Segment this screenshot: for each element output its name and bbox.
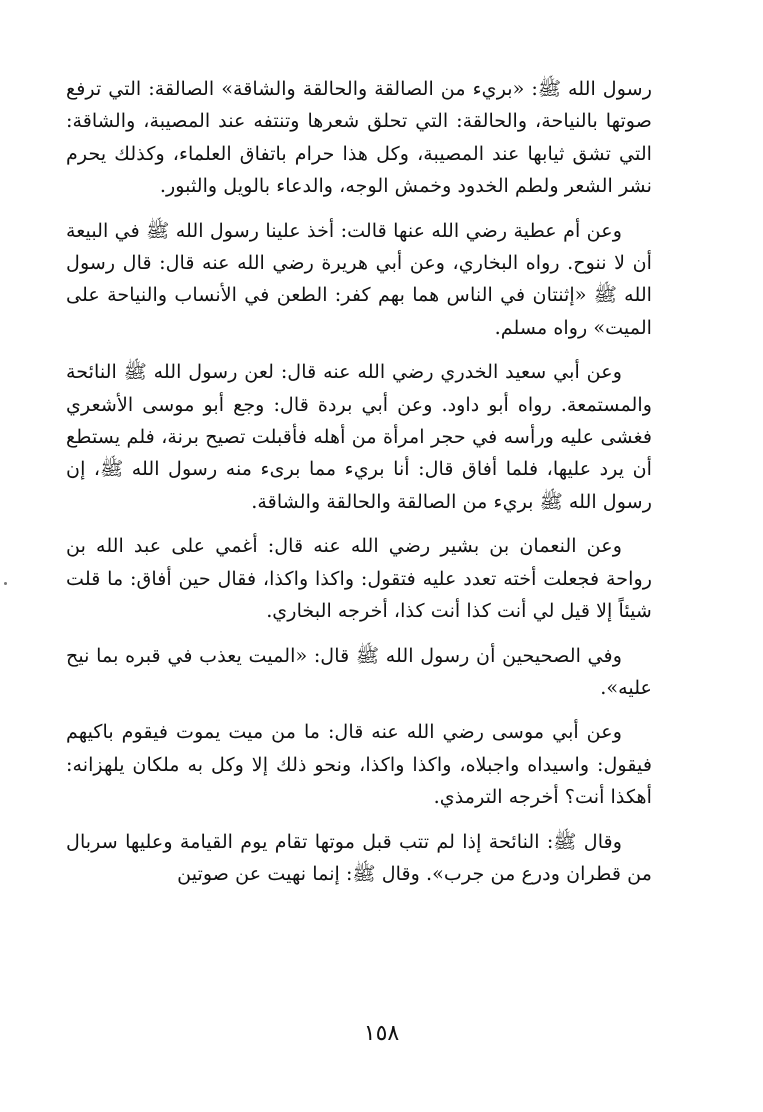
paragraph-5: وفي الصحيحين أن رسول الله ﷺ قال: «الميت يعذب في قبره بما نيح عليه». [66, 643, 652, 699]
page-number: ١٥٨ [363, 1021, 400, 1046]
paragraph-7: وقال ﷺ: النائحة إذا لم تتب قبل موتها تقام يوم القيامة وعليها سربال من قطران ودرع من جرب». وقال ﷺ: إنما نهيت عن صوتين [66, 829, 652, 885]
paragraph-4: وعن النعمان بن بشير رضي الله عنه قال: أغمي على عبد الله بن رواحة فجعلت أخته تعدد عليه فتقول: واكذا واكذا، فقال حين أفاق: ما قلت شيئاً إلا قيل لي أنت كذا أنت كذا، أخرجه البخاري. [66, 534, 652, 623]
body-text [66, 73, 652, 902]
paragraph-2: وعن أم عطية رضي الله عنها قالت: أخذ علينا رسول الله ﷺ في البيعة أن لا ننوح. رواه البخاري، وعن أبي هريرة رضي الله عنه قال: قال رسول الله ﷺ «إثنتان في الناس هما بهم كفر: الطعن في الأنساب والنياحة على الميت» رواه مسلم. [66, 218, 652, 339]
paragraph-3: وعن أبي سعيد الخدري رضي الله عنه قال: لعن رسول الله ﷺ النائحة والمستمعة. رواه أبو داود. وعن أبي بردة قال: وجع أبو موسى الأشعري فغشى عليه ورأسه في حجر امرأة من أهله فأقبلت تصيح برنة، فلم يستطع أن يرد عليها، فلما أفاق قال: أنا بريء مما برىء منه رسول الله ﷺ، إن رسول الله ﷺ بريء من الصالقة والحالقة والشاقة. [66, 360, 652, 513]
paragraph-6: وعن أبي موسى رضي الله عنه قال: ما من ميت يموت فيقوم باكيهم فيقول: واسيداه واجبلاه، واكذا واكذا، ونحو ذلك إلا وكل به ملكان يلهزانه: أهكذا أنت؟ أخرجه الترمذي. [66, 720, 652, 809]
paragraph-1: رسول الله ﷺ: «بريء من الصالقة والحالقة والشاقة» الصالقة: التي ترفع صوتها بالنياحة، والحالقة: التي تحلق شعرها وتنتفه عند المصيبة، والشاقة: التي تشق ثيابها عند المصيبة، وكل هذا حرام باتفاق العلماء، وكذلك يحرم نشر الشعر ولطم الخدود وخمش الوجه، والدعاء بالويل والثبور. [66, 77, 652, 198]
scan-speck [4, 582, 7, 585]
